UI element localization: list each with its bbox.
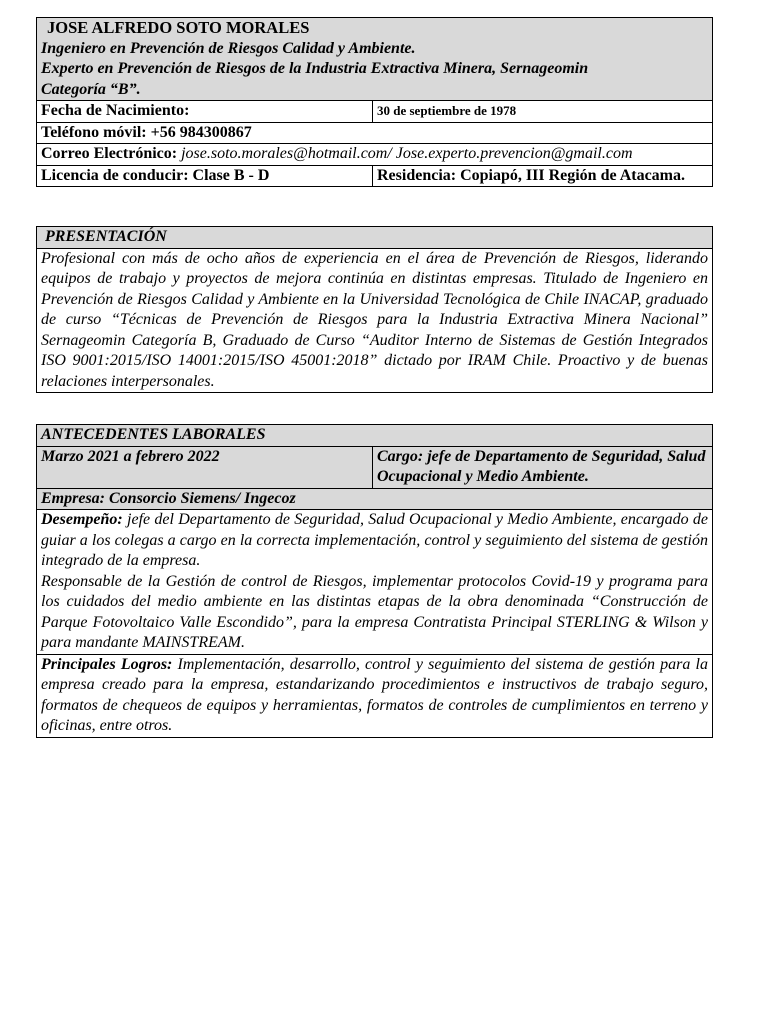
work-history-table [36,424,713,738]
work-period: Marzo 2021 a febrero 2022 [37,446,373,488]
phone: Teléfono móvil: +56 984300867 [37,122,713,144]
email-cell [37,144,713,166]
birth-label: Fecha de Nacimiento: [37,101,373,123]
work-heading: ANTECEDENTES LABORALES [37,425,713,447]
achievements-cell [37,654,713,737]
title-line-3: Categoría “B”. [41,80,141,98]
performance-text-1: jefe del Departamento de Seguridad, Salud Ocupacional y Medio Ambiente, encargado de guiar a los colegas a cargo en la correcta implementación, control y seguimiento del sistema de gestión integrado de la empresa. [41,511,708,569]
title-line-2: Experto en Prevención de Riesgos de la Industria Extractiva Minera, Sernageomin [41,60,589,77]
header-cell [37,18,713,101]
title-line-1: Ingeniero en Prevención de Riesgos Calidad y Ambiente. [41,39,416,57]
presentation-text: Profesional con más de ocho años de experiencia en el área de Prevención de Riesgos, liderando equipos de trabajo y proyectos de mejora continúa en distintas empresas. Titulado de Ingeniero en Prevención de Riesgos Calidad y Ambiente en la Universidad Tecnológica de Chile INACAP, graduado de curso “Técnicas de Prevención de Riesgos para la Industria Extractiva Minera Nacional” Sernageomin Categoría B, Graduado de Curso “Auditor Interno de Sistemas de Gestión Integrados ISO 9001:2015/ISO 14001:2015/ISO 45001:2018” dictado por IRAM Chile. Proactivo y de buenas relaciones interpersonales. [37,248,713,393]
license: Licencia de conducir: Clase B - D [37,165,373,187]
personal-info-table [36,17,713,187]
presentation-table [36,226,713,393]
email-label: Correo Electrónico: [41,145,178,162]
performance-label: Desempeño: [41,511,123,528]
achievements-label: Principales Logros: [41,655,173,673]
presentation-heading: PRESENTACIÓN [37,227,713,249]
performance-cell [37,510,713,655]
work-position: Cargo: jefe de Departamento de Seguridad, Salud Ocupacional y Medio Ambiente. [373,446,713,488]
achievements-text: Implementación, desarrollo, control y seguimiento del sistema de gestión para la empresa creado para la empresa, estandarizando procedimientos e instructivos de trabajo seguro, formatos de chequeos de equipos y herramientas, formatos de controles de cumplimientos en terreno y oficinas, entre otros. [41,655,708,734]
residence: Residencia: Copiapó, III Región de Atacama. [373,165,713,187]
performance-text-2: Responsable de la Gestión de control de Riesgos, implementar protocolos Covid-19 y programa para los cuidados del medio ambiente en las distintas etapas de la obra denominada “Construcción de Parque Fotovoltaico Valle Escondido”, para la empresa Contratista Principal STERLING & Wilson y para mandante MAINSTREAM. [41,572,708,651]
birth-value: 30 de septiembre de 1978 [373,101,713,123]
full-name: JOSE ALFREDO SOTO MORALES [47,18,310,37]
email-value: jose.soto.morales@hotmail.com/ Jose.experto.prevencion@gmail.com [181,145,633,162]
work-company: Empresa: Consorcio Siemens/ Ingecoz [37,488,713,510]
